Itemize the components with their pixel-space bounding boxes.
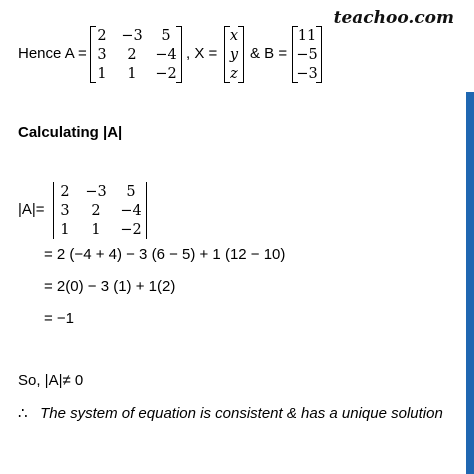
matrix-cell: 2	[127, 46, 137, 63]
matrix-cell: −5	[296, 46, 318, 63]
therefore-symbol: ∴	[18, 405, 28, 422]
matrix-cell: 5	[161, 27, 171, 44]
matrix-cell: 5	[126, 183, 136, 200]
matrix-cell: −4	[155, 46, 177, 63]
determinant-a	[52, 182, 148, 239]
matrix-cell: 1	[127, 65, 137, 82]
matrix-cell: 2	[97, 27, 107, 44]
matrix-cell: x	[229, 27, 239, 44]
matrix-cell: z	[230, 65, 238, 82]
det-label: |A|=	[18, 201, 45, 218]
matrix-cell: −2	[120, 221, 142, 238]
matrix-a	[90, 26, 182, 83]
hence-prefix: Hence A =	[18, 45, 87, 62]
matrix-cell: 1	[91, 221, 101, 238]
side-accent-bar	[466, 92, 474, 474]
matrix-cell: 1	[60, 221, 70, 238]
section-heading: Calculating |A|	[18, 124, 123, 141]
matrix-cell: y	[229, 46, 239, 63]
step-1: = 2 (−4 + 4) − 3 (6 − 5) + 1 (12 − 10)	[44, 246, 286, 263]
x-label: , X =	[186, 45, 218, 62]
matrix-cell: −3	[121, 27, 143, 44]
matrix-b	[292, 26, 322, 83]
matrix-cell: 11	[297, 27, 317, 44]
b-label: & B =	[250, 45, 288, 62]
conclusion-line	[18, 404, 443, 422]
matrix-cell: 3	[97, 46, 107, 63]
matrix-cell: −2	[155, 65, 177, 82]
matrix-cell: 1	[97, 65, 107, 82]
matrix-x	[224, 26, 244, 83]
step-3: = −1	[44, 310, 75, 327]
matrix-cell: 2	[91, 202, 101, 219]
matrix-cell: 3	[60, 202, 70, 219]
conclusion-text: The system of equation is consistent & has a unique solution	[40, 405, 443, 422]
matrix-cell: −3	[85, 183, 107, 200]
matrix-cell: −3	[296, 65, 318, 82]
brand-logo: teachoo.com	[333, 8, 454, 28]
matrix-cell: −4	[120, 202, 142, 219]
matrix-cell: 2	[60, 183, 70, 200]
so-line: So, |A|≠ 0	[18, 372, 84, 389]
step-2: = 2(0) − 3 (1) + 1(2)	[44, 278, 176, 295]
